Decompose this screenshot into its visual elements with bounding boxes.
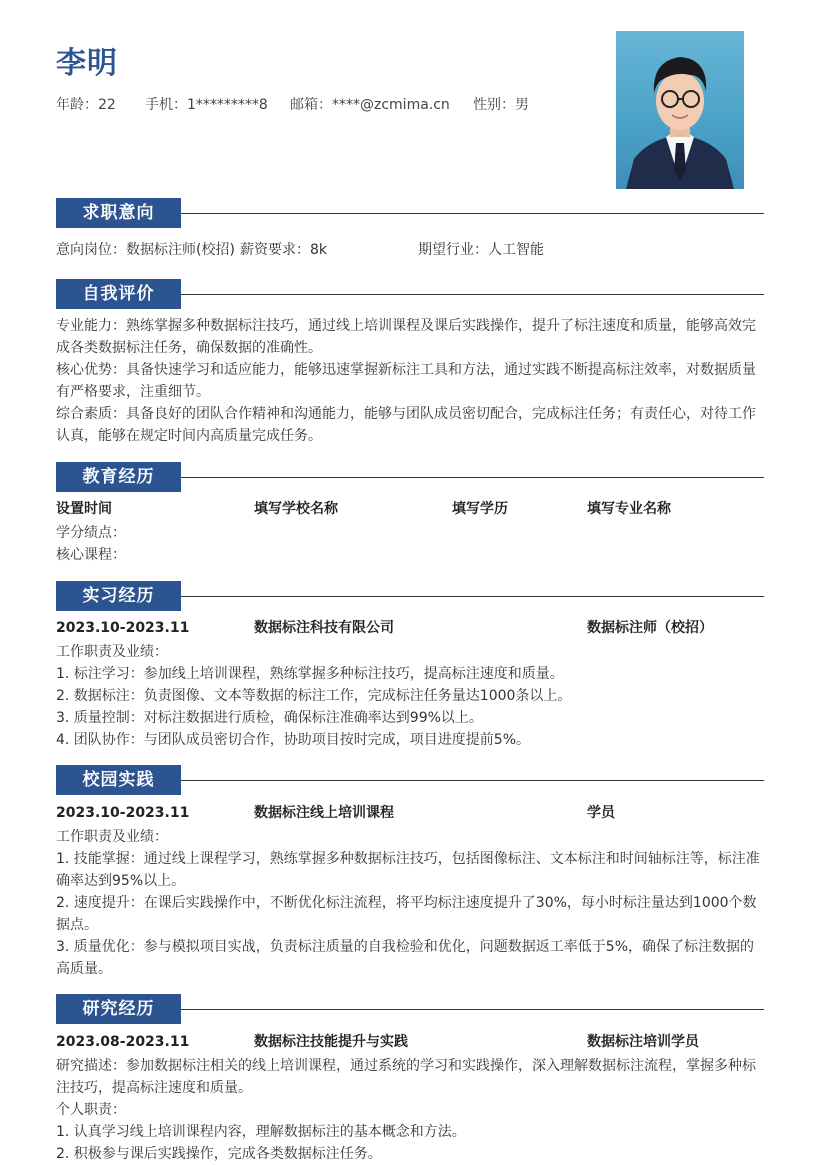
education-degree: 填写学历 <box>452 501 508 517</box>
profile-photo <box>616 31 744 189</box>
self-eval-paragraph: 专业能力：熟练掌握多种数据标注技巧，通过线上培训课程及课后实践操作，提升了标注速度和质量，能够高效完成各类数据标注任务，确保数据的准确性。 <box>56 318 756 356</box>
section-title: 求职意向 <box>56 198 181 228</box>
internship-item: 1. 标注学习：参加线上培训课程，熟练掌握多种标注技巧，提高标注速度和质量。 <box>56 666 564 682</box>
section-title: 实习经历 <box>56 581 181 611</box>
campus-item: 3. 质量优化：参与模拟项目实战，负责标注质量的自我检验和优化，问题数据返工率低于5%，确保了标注数据的高质量。 <box>56 939 755 977</box>
section-title: 研究经历 <box>56 994 181 1024</box>
campus-date: 2023.10-2023.11 <box>56 805 190 821</box>
campus-org: 数据标注线上培训课程 <box>254 805 394 821</box>
section-campus-practice <box>56 765 764 795</box>
section-title: 教育经历 <box>56 462 181 492</box>
internship-date: 2023.10-2023.11 <box>56 620 190 636</box>
intent-salary: 薪资要求：8k <box>240 242 328 258</box>
education-major: 填写专业名称 <box>587 501 671 517</box>
research-project: 数据标注技能提升与实践 <box>254 1034 408 1050</box>
research-duties-label: 个人职责： <box>56 1102 126 1118</box>
intent-industry: 期望行业：人工智能 <box>418 242 544 258</box>
self-eval-paragraph: 综合素质：具备良好的团队合作精神和沟通能力，能够与团队成员密切配合，完成标注任务；有责任心，对待工作认真，能够在规定时间内高质量完成任务。 <box>56 406 756 444</box>
education-school: 填写学校名称 <box>254 501 338 517</box>
research-role: 数据标注培训学员 <box>587 1034 699 1050</box>
age-info: 年龄：22 <box>56 97 116 113</box>
phone-info: 手机：1*********8 <box>145 97 268 113</box>
gender-info: 性别：男 <box>473 97 529 113</box>
research-item: 2. 积极参与课后实践操作，完成各类数据标注任务。 <box>56 1146 382 1162</box>
internship-company: 数据标注科技有限公司 <box>254 620 394 636</box>
internship-item: 3. 质量控制：对标注数据进行质检，确保标注准确率达到99%以上。 <box>56 710 483 726</box>
internship-item: 4. 团队协作：与团队成员密切合作，协助项目按时完成，项目进度提前5%。 <box>56 732 531 748</box>
research-item: 1. 认真学习线上培训课程内容，理解数据标注的基本概念和方法。 <box>56 1124 466 1140</box>
campus-role: 学员 <box>587 805 615 821</box>
campus-duties-label: 工作职责及业绩： <box>56 829 168 845</box>
section-title: 校园实践 <box>56 765 181 795</box>
intent-position: 意向岗位：数据标注师(校招) <box>56 242 235 258</box>
education-gpa: 学分绩点： <box>56 525 126 541</box>
section-research <box>56 994 764 1024</box>
internship-role: 数据标注师（校招） <box>587 620 713 636</box>
candidate-name: 李明 <box>56 46 118 81</box>
portrait-image <box>616 31 744 189</box>
education-time: 设置时间 <box>56 501 112 517</box>
research-description: 研究描述：参加数据标注相关的线上培训课程，通过系统的学习和实践操作，深入理解数据标注流程，掌握多种标注技巧，提高标注速度和质量。 <box>56 1058 756 1096</box>
section-education <box>56 462 764 492</box>
email-info: 邮箱：****@zcmima.cn <box>290 97 450 113</box>
research-date: 2023.08-2023.11 <box>56 1034 190 1050</box>
internship-item: 2. 数据标注：负责图像、文本等数据的标注工作，完成标注任务量达1000条以上。 <box>56 688 572 704</box>
section-title: 自我评价 <box>56 279 181 309</box>
campus-item: 2. 速度提升：在课后实践操作中，不断优化标注流程，将平均标注速度提升了30%，每小时标注量达到1000个数据点。 <box>56 895 757 933</box>
internship-duties-label: 工作职责及业绩： <box>56 644 168 660</box>
education-courses: 核心课程： <box>56 547 126 563</box>
self-eval-paragraph: 核心优势：具备快速学习和适应能力，能够迅速掌握新标注工具和方法，通过实践不断提高标注效率，对数据质量有严格要求，注重细节。 <box>56 362 756 400</box>
section-internship <box>56 581 764 611</box>
campus-item: 1. 技能掌握：通过线上课程学习，熟练掌握多种数据标注技巧，包括图像标注、文本标注和时间轴标注等，标注准确率达到95%以上。 <box>56 851 760 889</box>
section-self-evaluation <box>56 279 764 309</box>
section-job-intent <box>56 198 764 228</box>
